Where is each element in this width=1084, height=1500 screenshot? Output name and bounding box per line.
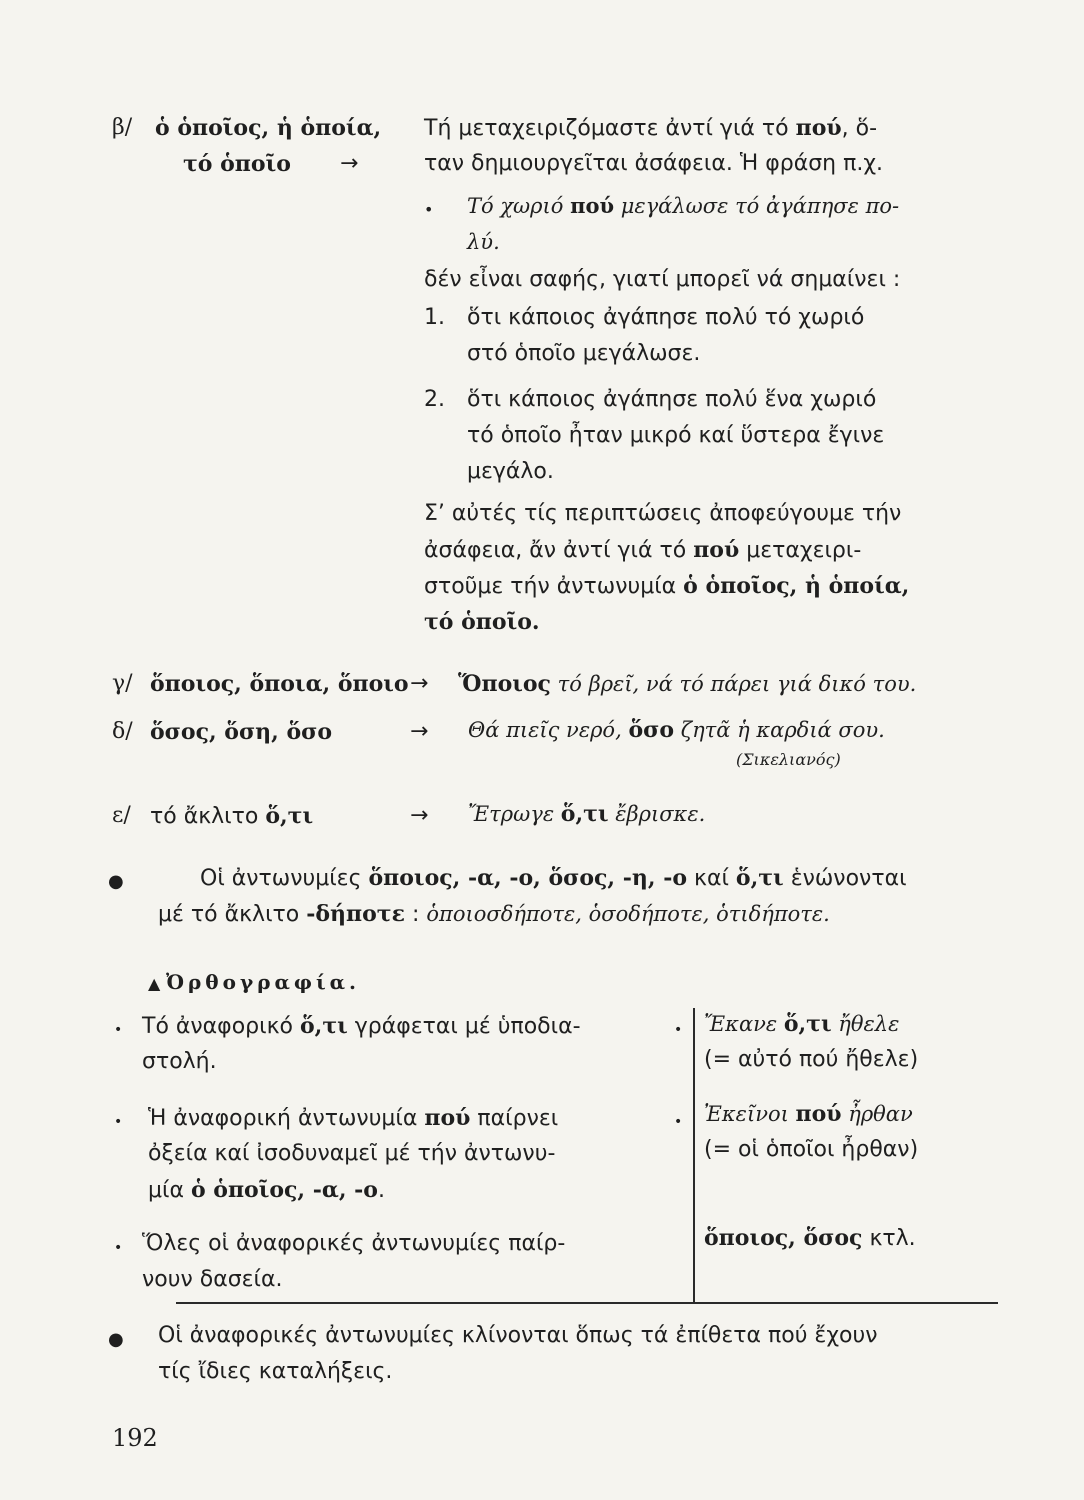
beta-example-line2: λύ.	[467, 230, 500, 254]
bullet-dot-icon: •	[114, 1240, 123, 1256]
arrow-icon: →	[410, 803, 429, 828]
beta-heading-line2: τό ὁποῖο	[183, 151, 291, 177]
example2-line2: (= οἱ ὁποῖοι ἦρθαν)	[704, 1137, 919, 1162]
note2-line1: Οἱ ἀναφορικές ἀντωνυμίες κλίνονται ὅπως τά ἐπίθετα πού ἔχουν	[158, 1323, 878, 1348]
bullet-dot-icon: •	[114, 1114, 123, 1130]
beta-text-line3: δέν εἶναι σαφής, γιατί μπορεῖ νά σημαίνει :	[424, 267, 901, 292]
note2-line2: τίς ἴδιες καταλήξεις.	[158, 1359, 393, 1384]
arrow-icon: →	[410, 719, 429, 744]
beta-text-line2: ταν δημιουργεῖται ἀσάφεια. Ἡ φράση π.χ.	[424, 151, 884, 176]
meaning-2-number: 2.	[424, 387, 445, 412]
table-vertical-divider	[693, 1008, 695, 1304]
note1-line2: μέ τό ἄκλιτο -δήποτε : ὁποιοσδήποτε, ὁσοδήποτε, ὁτιδήποτε.	[158, 901, 830, 927]
example3: ὅποιος, ὅσος κτλ.	[704, 1225, 916, 1251]
meaning-2-line2: τό ὁποῖο ἦταν μικρό καί ὕστερα ἔγινε	[467, 423, 885, 448]
bullet-dot-icon: •	[674, 1022, 683, 1038]
rule1-line1: Τό ἀναφορικό ὅ,τι γράφεται μέ ὑποδια-	[142, 1013, 581, 1039]
arrow-icon: →	[410, 671, 429, 696]
beta-example-line1: Τό χωριό πού μεγάλωσε τό ἀγάπησε πο-	[467, 193, 900, 218]
example2-line1: Ἐκεῖνοι πού ἦρθαν	[704, 1101, 913, 1127]
beta-conclusion-line3: στοῦμε τήν ἀντωνυμία ὁ ὁποῖος, ἡ ὁποία,	[424, 573, 910, 599]
example1-line1: Ἔκανε ὅ,τι ἤθελε	[704, 1011, 900, 1037]
meaning-1-number: 1.	[424, 305, 445, 330]
note-bullet-icon: ●	[108, 1329, 124, 1350]
page-number: 192	[112, 1424, 158, 1452]
bullet-dot-icon: •	[424, 200, 434, 219]
delta-source: (Σικελιανός)	[736, 750, 841, 769]
gamma-heading: ὅποιος, ὅποια, ὅποιο	[150, 671, 409, 697]
epsilon-example: Ἔτρωγε ὅ,τι ἔβρισκε.	[468, 801, 706, 827]
delta-heading: ὅσος, ὅση, ὅσο	[150, 719, 333, 745]
arrow-icon: →	[340, 151, 359, 176]
delta-example: Θά πιεῖς νερό, ὅσο ζητᾶ ἡ καρδιά σου.	[468, 717, 885, 743]
beta-heading-line1: ὁ ὁποῖος, ἡ ὁποία,	[155, 115, 382, 141]
note-bullet-icon: ●	[108, 871, 124, 892]
beta-conclusion-line1: Σ’ αὐτές τίς περιπτώσεις ἀποφεύγουμε τήν	[424, 501, 902, 526]
section-beta-label: β/	[112, 115, 133, 140]
bullet-dot-icon: •	[674, 1114, 683, 1130]
rule3-line1: Ὅλες οἱ ἀναφορικές ἀντωνυμίες παίρ-	[142, 1231, 566, 1256]
gamma-example: Ὅποιος τό βρεῖ, νά τό πάρει γιά δικό του.	[458, 671, 917, 697]
rule2-line1: Ἡ ἀναφορική ἀντωνυμία πού παίρνει	[148, 1105, 559, 1131]
beta-conclusion-line2: ἀσάφεια, ἄν ἀντί γιά τό πού μεταχειρι-	[424, 537, 862, 563]
rule1-line2: στολή.	[142, 1049, 217, 1074]
orthography-title: Ὀρθογραφία.	[166, 970, 361, 994]
meaning-1-line1: ὅτι κάποιος ἀγάπησε πολύ τό χωριό	[467, 305, 865, 330]
section-gamma-label: γ/	[112, 671, 133, 696]
rule3-line2: νουν δασεία.	[142, 1267, 283, 1292]
rule2-line3: μία ὁ ὁποῖος, -α, -ο.	[148, 1177, 385, 1203]
beta-conclusion-line4: τό ὁποῖο.	[424, 609, 540, 635]
bullet-dot-icon: •	[114, 1022, 123, 1038]
triangle-icon: ▲	[148, 974, 161, 993]
note1-line1: Οἱ ἀντωνυμίες ὅποιος, -α, -ο, ὅσος, -η, -ο καί ὅ,τι ἑνώνονται	[200, 865, 907, 891]
section-delta-label: δ/	[112, 719, 133, 744]
example1-line2: (= αὐτό πού ἤθελε)	[704, 1047, 919, 1072]
meaning-2-line1: ὅτι κάποιος ἀγάπησε πολύ ἕνα χωριό	[467, 387, 877, 412]
epsilon-heading: τό ἄκλιτο ὅ,τι	[150, 803, 314, 829]
table-bottom-rule	[176, 1302, 998, 1304]
meaning-2-line3: μεγάλο.	[467, 459, 554, 484]
rule2-line2: ὀξεία καί ἰσοδυναμεῖ μέ τήν ἀντωνυ-	[148, 1141, 556, 1166]
section-epsilon-label: ε/	[112, 803, 131, 828]
meaning-1-line2: στό ὁποῖο μεγάλωσε.	[467, 341, 701, 366]
beta-text-line1: Τή μεταχειριζόμαστε ἀντί γιά τό πού, ὅ-	[424, 115, 878, 141]
